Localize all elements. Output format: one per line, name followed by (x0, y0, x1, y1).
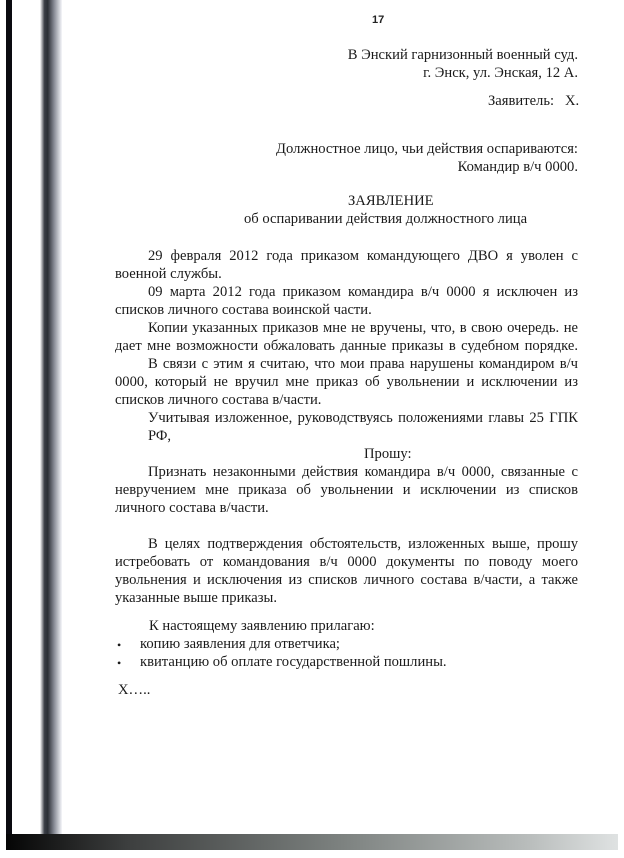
paragraph-7-line-1: В целях подтверждения обстоятельств, изложенных выше, прошу (148, 536, 578, 552)
paragraph-5-line-1: Учитывая изложенное, руководствуясь положениями главы 25 ГПК (148, 410, 578, 426)
attachment-item-2: квитанцию об оплате государственной пошлины. (140, 654, 447, 670)
paragraph-3-line-2: дает мне возможности обжаловать данные приказы в судебном порядке. (115, 338, 578, 354)
document-subtitle: об оспаривании действия должностного лица (244, 211, 528, 227)
paragraph-2-line-1: 09 марта 2012 года приказом командира в/ч 0000 я исключен из (148, 284, 578, 300)
document-title: ЗАЯВЛЕНИЕ (348, 193, 434, 209)
paragraph-3-line-1: Копии указанных приказов мне не вручены, что, в свою очередь. не (148, 320, 578, 336)
paragraph-5-line-2: РФ, (148, 428, 172, 444)
paragraph-2-line-2: списков личного состава воинской части. (115, 302, 372, 318)
page-number: 17 (372, 14, 385, 26)
paragraph-1-line-1: 29 февраля 2012 года приказом командующего ДВО я уволен с (148, 248, 578, 264)
official-line-1: Должностное лицо, чьи действия оспариваются: (276, 141, 578, 157)
paragraph-7-line-2: истребовать от командования в/ч 0000 документы по поводу моего (115, 554, 578, 570)
paragraph-4-line-3: списков личного состава в/части. (115, 392, 322, 408)
attachment-item-1: копию заявления для ответчика; (140, 636, 340, 652)
official-line-2: Командир в/ч 0000. (457, 159, 578, 175)
attachments-intro: К настоящему заявлению прилагаю: (149, 618, 375, 634)
addressee-line-2: г. Энск, ул. Энская, 12 А. (423, 65, 578, 81)
applicant-line: Заявитель: X. (488, 93, 580, 109)
request-heading: Прошу: (364, 446, 412, 462)
paragraph-6-line-1: Признать незаконными действия командира в/ч 0000, связанные с (148, 464, 578, 480)
scan-edge-bottom (6, 834, 618, 850)
paragraph-7-line-4: указанные выше приказы. (115, 590, 277, 606)
paragraph-4-line-2: 0000, который не вручил мне приказ об увольнении и исключении из (115, 374, 578, 390)
scan-edge-left-shadow (40, 0, 62, 835)
scan-edge-left-outer (6, 0, 12, 835)
paragraph-6-line-3: личного состава в/части. (115, 500, 269, 516)
paragraph-7-line-3: увольнения и исключения из списков личного состава в/части, а также (115, 572, 578, 588)
signature: X….. (118, 682, 151, 698)
bullet-icon: • (117, 638, 122, 652)
paragraph-6-line-2: невручением мне приказа об увольнении и исключении из списков (115, 482, 578, 498)
paragraph-4-line-1: В связи с этим я считаю, что мои права нарушены командиром в/ч (148, 356, 578, 372)
addressee-line-1: В Энский гарнизонный военный суд. (347, 47, 578, 63)
paragraph-1-line-2: военной службы. (115, 266, 222, 282)
bullet-icon: • (117, 656, 122, 670)
